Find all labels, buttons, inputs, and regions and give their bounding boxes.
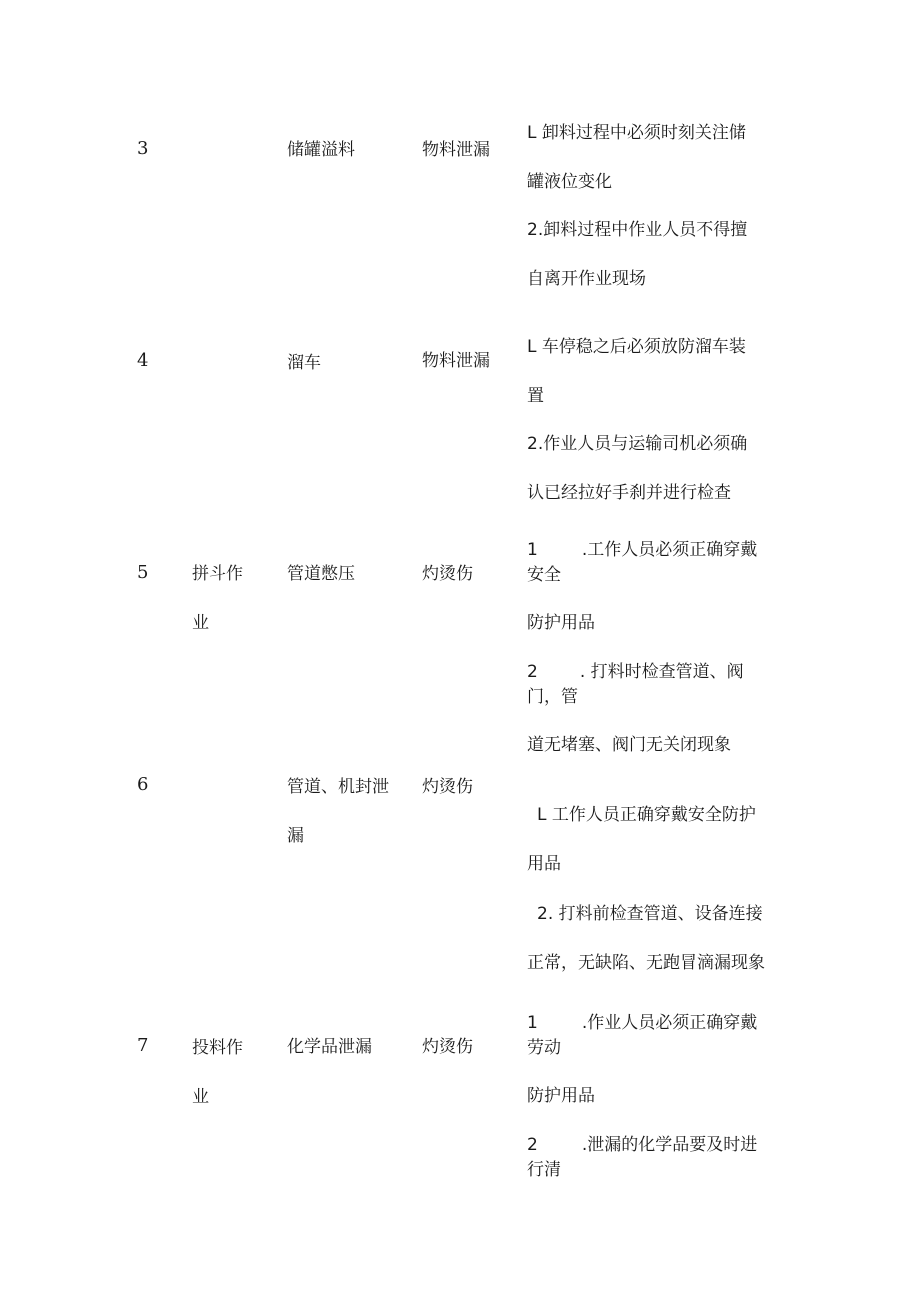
measure-line [527,1011,757,1035]
measure-line: 正常，无缺陷、无跑冒滴漏现象 [527,953,765,973]
row-number: 3 [137,138,149,159]
risk-cell-line1: 管道、机封泄 [287,777,389,797]
risk-cell: 储罐溢料 [287,140,355,160]
measure-text: .工作人员必须正确穿戴 [581,540,758,560]
measure-line: 2.卸料过程中作业人员不得擅 [527,220,748,240]
measure-line: L 车停稳之后必须放防溜车装 [527,337,746,357]
measure-line: 罐液位变化 [527,172,612,192]
measure-line: 防护用品 [527,613,595,633]
risk-cell: 化学品泄漏 [287,1037,372,1057]
row-number: 5 [137,562,149,583]
measure-line: L 卸料过程中必须时刻关注储 [527,123,746,143]
risk-cell: 管道憋压 [287,564,355,584]
consequence-cell: 灼烫伤 [422,1037,473,1057]
task-cell-line2: 业 [192,1087,209,1107]
measure-line: 行清 [527,1160,561,1180]
measure-line: 用品 [527,854,561,874]
measure-line: L 工作人员正确穿戴安全防护 [537,805,756,825]
row-number: 6 [137,774,149,795]
risk-cell-line2: 漏 [287,826,304,846]
measure-line [527,538,757,562]
measure-text: .作业人员必须正确穿戴 [581,1013,758,1033]
measure-number: 1 [527,1013,538,1033]
row-number: 7 [137,1035,149,1056]
task-cell-line1: 投料作 [192,1038,243,1058]
measure-line: 安全 [527,565,561,585]
measure-text: .泄漏的化学品要及时进 [581,1135,758,1155]
measure-number: 2 [527,1135,538,1155]
measure-line: 自离开作业现场 [527,269,646,289]
measure-line: 认已经拉好手刹并进行检查 [527,483,731,503]
measure-line: 门，管 [527,687,578,707]
risk-cell: 溜车 [287,353,321,373]
measure-number: 2 [527,662,538,682]
task-cell-line2: 业 [192,613,209,633]
consequence-cell: 灼烫伤 [422,564,473,584]
measure-number: 1 [527,540,538,560]
consequence-cell: 物料泄漏 [422,140,490,160]
consequence-cell: 灼烫伤 [422,777,473,797]
row-number: 4 [137,350,149,371]
measure-line: 防护用品 [527,1086,595,1106]
task-cell-line1: 拼斗作 [192,564,243,584]
measure-line [527,1133,757,1157]
measure-text: . 打料时检查管道、阀 [579,662,744,682]
consequence-cell: 物料泄漏 [422,351,490,371]
measure-line: 劳动 [527,1038,561,1058]
measure-line: 道无堵塞、阀门无关闭现象 [527,735,731,755]
measure-line: 置 [527,386,544,406]
measure-line: 2.作业人员与运输司机必须确 [527,434,748,454]
measure-line: 2. 打料前检查管道、设备连接 [537,904,763,924]
measure-line [527,660,744,684]
